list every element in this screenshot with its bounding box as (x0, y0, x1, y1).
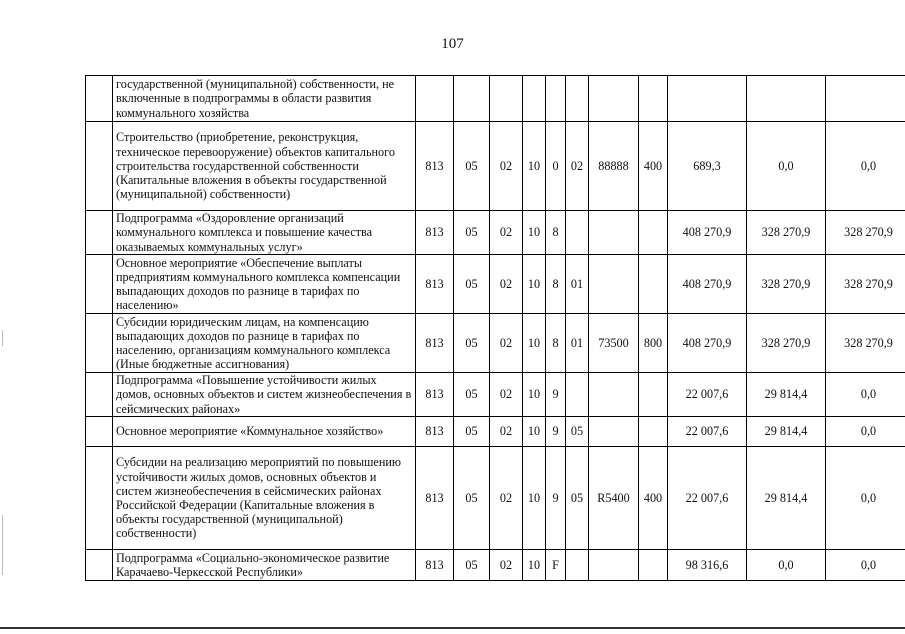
cell-vr: 400 (639, 122, 668, 211)
table-row (86, 373, 905, 417)
cell-p3 (566, 550, 589, 581)
cell-p4 (589, 255, 639, 314)
cell-pr: 02 (490, 550, 523, 581)
cell-p2: 8 (546, 211, 566, 255)
cell-p1: 10 (523, 314, 546, 373)
row-number-cell (86, 211, 113, 255)
cell-rz: 05 (454, 550, 490, 581)
row-number-cell (86, 122, 113, 211)
cell-y3: 328 270,9 (826, 211, 905, 255)
cell-y2: 328 270,9 (747, 211, 826, 255)
scan-mark (2, 515, 3, 575)
cell-p1: 10 (523, 122, 546, 211)
table-row (86, 550, 905, 581)
budget-table (85, 75, 905, 581)
cell-y2: 29 814,4 (747, 447, 826, 550)
cell-p3: 01 (566, 314, 589, 373)
row-name-cell: Основное мероприятие «Коммунальное хозяйство» (113, 417, 416, 447)
cell-p4: 88888 (589, 122, 639, 211)
cell-gr: 813 (416, 211, 454, 255)
cell-y3: 0,0 (826, 550, 905, 581)
row-name-cell: Основное мероприятие «Обеспечение выплаты предприятиям коммунального комплекса компенсации выпадающих доходов по разнице в тарифах по населению» (113, 255, 416, 314)
cell-pr: 02 (490, 314, 523, 373)
row-number-cell (86, 373, 113, 417)
cell-p2: 9 (546, 373, 566, 417)
cell-y1: 22 007,6 (668, 373, 747, 417)
table-row (86, 447, 905, 550)
row-name-cell: государственной (муниципальной) собственности, не включенные в подпрограммы в области развития коммунального хозяйства (113, 76, 416, 122)
cell-pr: 02 (490, 447, 523, 550)
cell-rz: 05 (454, 255, 490, 314)
cell-y3: 328 270,9 (826, 255, 905, 314)
cell-gr: 813 (416, 550, 454, 581)
row-name-cell: Подпрограмма «Повышение устойчивости жилых домов, основных объектов и систем жизнеобеспечения в сейсмических районах» (113, 373, 416, 417)
row-number-cell (86, 417, 113, 447)
cell-rz: 05 (454, 417, 490, 447)
cell-p4: 73500 (589, 314, 639, 373)
cell-pr: 02 (490, 122, 523, 211)
cell-vr: 800 (639, 314, 668, 373)
row-number-cell (86, 447, 113, 550)
cell-vr (639, 417, 668, 447)
cell-gr: 813 (416, 417, 454, 447)
cell-y1: 408 270,9 (668, 255, 747, 314)
cell-p2: 8 (546, 255, 566, 314)
row-name-cell: Строительство (приобретение, реконструкция, техническое перевооружение) объектов капитального строительства государственной собственности (Капитальные вложения в объекты государственной (муниципальной) собственности) (113, 122, 416, 211)
cell-rz: 05 (454, 314, 490, 373)
cell-p1: 10 (523, 447, 546, 550)
table-row (86, 76, 905, 122)
cell-vr (639, 373, 668, 417)
cell-y2: 0,0 (747, 122, 826, 211)
cell-p2: 0 (546, 122, 566, 211)
table-row (86, 211, 905, 255)
cell-y3: 0,0 (826, 417, 905, 447)
cell-gr: 813 (416, 373, 454, 417)
cell-y3 (826, 76, 905, 122)
cell-pr (490, 76, 523, 122)
cell-y3: 0,0 (826, 373, 905, 417)
cell-p1: 10 (523, 255, 546, 314)
cell-p1: 10 (523, 211, 546, 255)
cell-p2: F (546, 550, 566, 581)
cell-y2 (747, 76, 826, 122)
row-name-cell: Подпрограмма «Социально-экономическое развитие Карачаево-Черкесской Республики» (113, 550, 416, 581)
cell-y3: 0,0 (826, 447, 905, 550)
cell-rz: 05 (454, 211, 490, 255)
cell-y2: 328 270,9 (747, 255, 826, 314)
scan-mark (2, 330, 3, 346)
row-number-cell (86, 550, 113, 581)
cell-p4 (589, 373, 639, 417)
page-number: 107 (441, 36, 464, 52)
cell-p4 (589, 550, 639, 581)
row-number-cell (86, 314, 113, 373)
row-number-cell (86, 255, 113, 314)
cell-p4 (589, 417, 639, 447)
cell-rz (454, 76, 490, 122)
cell-rz: 05 (454, 373, 490, 417)
cell-p1: 10 (523, 373, 546, 417)
cell-vr (639, 550, 668, 581)
cell-p3: 02 (566, 122, 589, 211)
cell-p2: 9 (546, 447, 566, 550)
cell-y1: 98 316,6 (668, 550, 747, 581)
row-name-cell: Субсидии на реализацию мероприятий по повышению устойчивости жилых домов, основных объектов и систем жизнеобеспечения в сейсмических районах Российской Федерации (Капитальные вложения в объекты государственной (муниципальной) собственности) (113, 447, 416, 550)
page-edge-rule (0, 627, 905, 629)
cell-gr: 813 (416, 314, 454, 373)
cell-y2: 328 270,9 (747, 314, 826, 373)
table-row (86, 122, 905, 211)
cell-y2: 29 814,4 (747, 373, 826, 417)
cell-p3 (566, 211, 589, 255)
row-number-cell (86, 76, 113, 122)
row-name-cell: Подпрограмма «Оздоровление организаций коммунального комплекса и повышение качества оказываемых коммунальных услуг» (113, 211, 416, 255)
cell-y1 (668, 76, 747, 122)
cell-p4: R5400 (589, 447, 639, 550)
table-row (86, 314, 905, 373)
cell-pr: 02 (490, 255, 523, 314)
cell-vr: 400 (639, 447, 668, 550)
cell-gr (416, 76, 454, 122)
cell-vr (639, 76, 668, 122)
cell-p4 (589, 76, 639, 122)
cell-p3: 05 (566, 417, 589, 447)
cell-y1: 408 270,9 (668, 314, 747, 373)
cell-p2: 9 (546, 417, 566, 447)
cell-pr: 02 (490, 211, 523, 255)
cell-p3: 01 (566, 255, 589, 314)
cell-p3 (566, 373, 589, 417)
cell-p1: 10 (523, 550, 546, 581)
cell-y3: 328 270,9 (826, 314, 905, 373)
cell-vr (639, 211, 668, 255)
cell-p4 (589, 211, 639, 255)
cell-p3: 05 (566, 447, 589, 550)
cell-y1: 408 270,9 (668, 211, 747, 255)
cell-vr (639, 255, 668, 314)
table-row (86, 417, 905, 447)
row-name-cell: Субсидии юридическим лицам, на компенсацию выпадающих доходов по разнице в тарифах по населению, организациям коммунального комплекса (Иные бюджетные ассигнования) (113, 314, 416, 373)
cell-y1: 22 007,6 (668, 417, 747, 447)
cell-p2 (546, 76, 566, 122)
cell-rz: 05 (454, 122, 490, 211)
cell-p1: 10 (523, 417, 546, 447)
cell-gr: 813 (416, 122, 454, 211)
cell-y1: 22 007,6 (668, 447, 747, 550)
cell-pr: 02 (490, 417, 523, 447)
cell-p2: 8 (546, 314, 566, 373)
cell-y1: 689,3 (668, 122, 747, 211)
cell-p1 (523, 76, 546, 122)
cell-gr: 813 (416, 447, 454, 550)
cell-p3 (566, 76, 589, 122)
cell-y2: 0,0 (747, 550, 826, 581)
cell-rz: 05 (454, 447, 490, 550)
cell-y3: 0,0 (826, 122, 905, 211)
cell-pr: 02 (490, 373, 523, 417)
cell-y2: 29 814,4 (747, 417, 826, 447)
table-row (86, 255, 905, 314)
cell-gr: 813 (416, 255, 454, 314)
